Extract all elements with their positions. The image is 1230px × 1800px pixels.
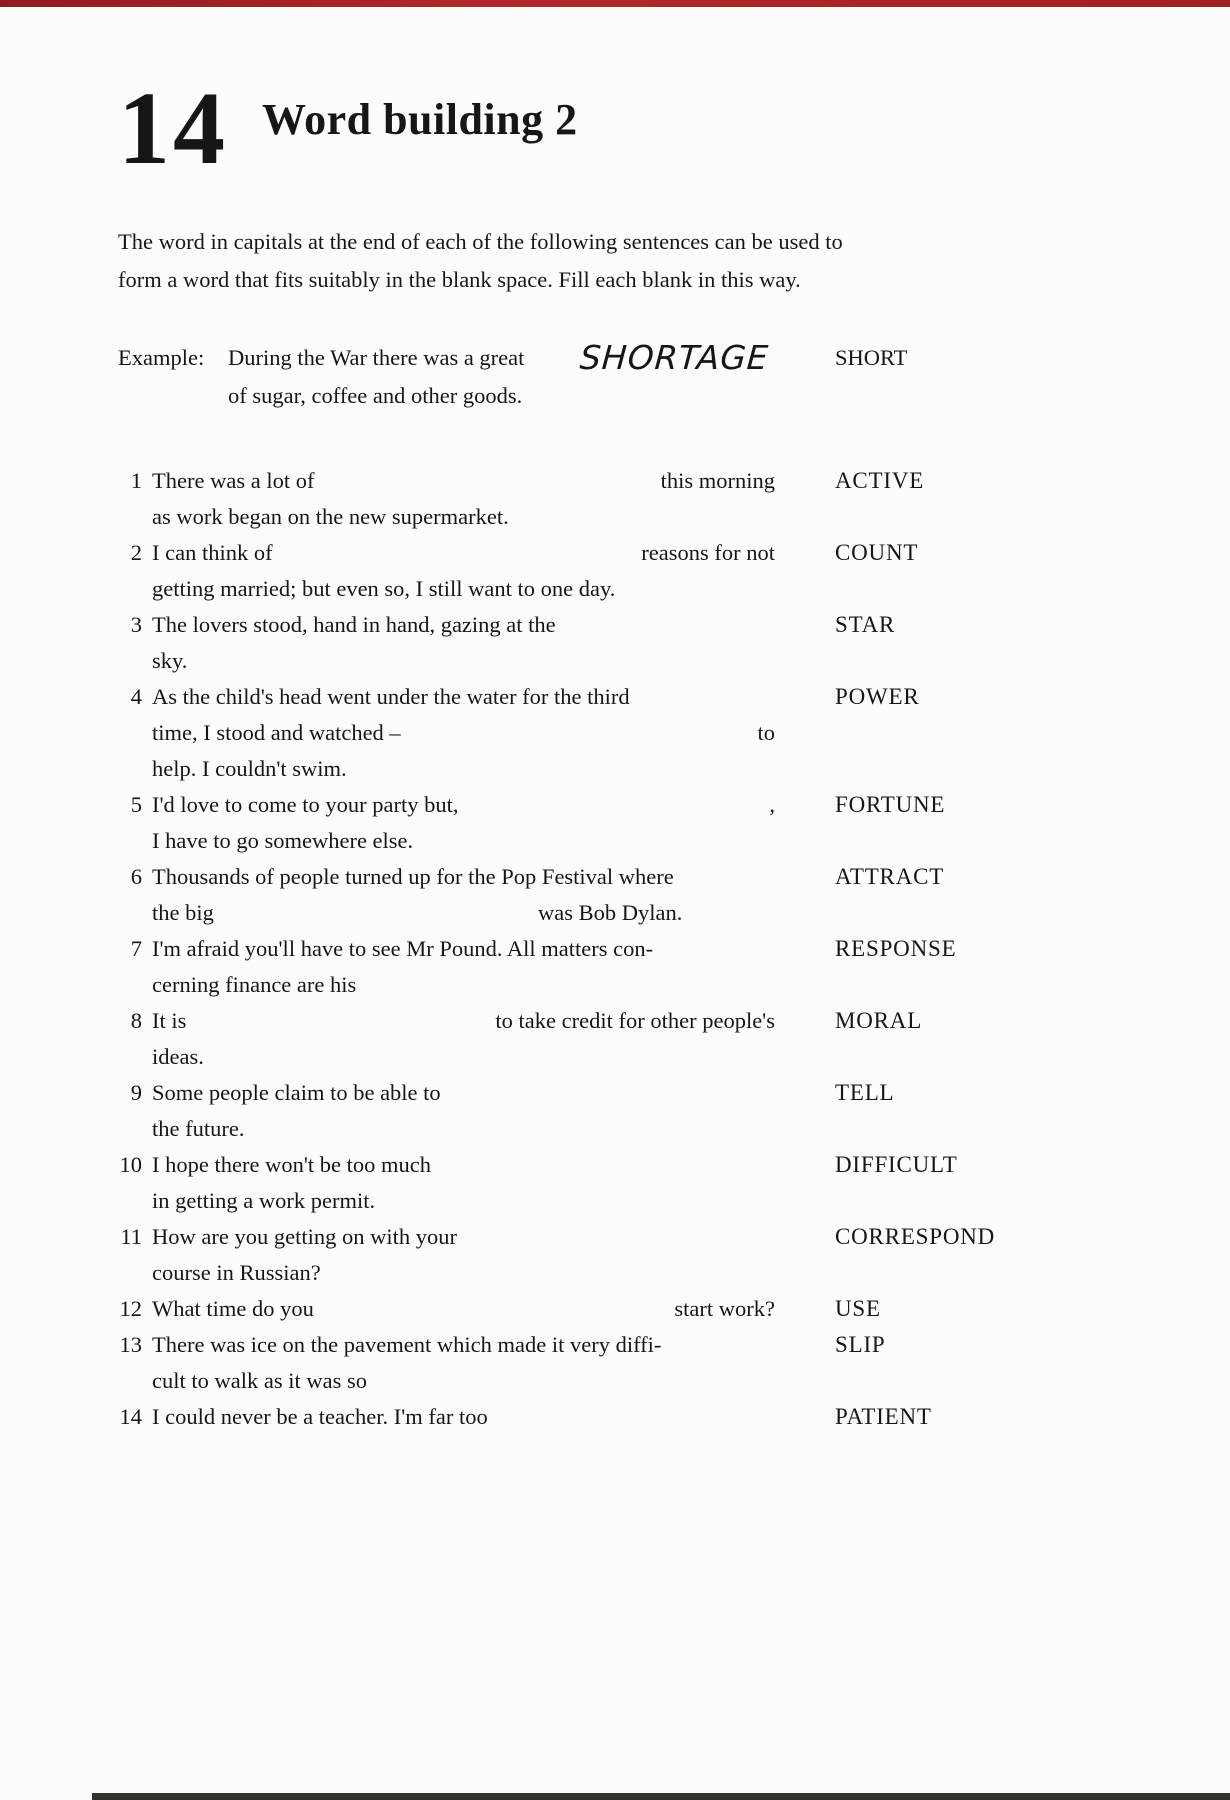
item-line	[152, 1255, 775, 1291]
item-keyword	[775, 1147, 1050, 1219]
item-keyword	[775, 1219, 1050, 1291]
page-title: Word building 2	[262, 95, 578, 144]
item-line	[152, 1219, 775, 1255]
item-text	[152, 1327, 775, 1399]
item-text	[152, 859, 775, 931]
blank-space	[356, 967, 775, 1003]
item-line-text: I can think of	[152, 539, 273, 565]
item-number: 2	[130, 539, 142, 565]
item-keyword	[775, 1291, 1050, 1327]
item-keyword-text: COUNT	[835, 539, 919, 565]
example-handwritten-answer: SHORTAGE	[578, 337, 771, 377]
exercise-item	[118, 1147, 1112, 1219]
item-line-text: ,	[769, 791, 775, 817]
item-line	[152, 931, 775, 967]
item-keyword-text: RESPONSE	[835, 935, 957, 961]
item-line	[152, 1111, 775, 1147]
exercise-item	[118, 535, 1112, 607]
blank-space	[214, 895, 538, 931]
item-number: 11	[120, 1223, 142, 1249]
item-keyword	[775, 679, 1050, 787]
scan-edge-top	[0, 0, 1230, 7]
item-line-text: was Bob Dylan.	[538, 899, 683, 925]
item-line	[152, 859, 775, 895]
item-line-text: this morning	[660, 467, 775, 493]
blank-space	[314, 463, 660, 499]
chapter-number: 14	[118, 71, 228, 186]
item-line	[152, 823, 775, 859]
item-keyword	[775, 931, 1050, 1003]
item-keyword	[775, 787, 1050, 859]
item-line	[152, 895, 775, 931]
intro-line-2: form a word that fits suitably in the blank space. Fill each blank in this way.	[118, 266, 801, 292]
item-line-text: as work began on the new supermarket.	[152, 503, 509, 529]
blank-space	[488, 1399, 775, 1435]
item-line-text: to	[757, 719, 775, 745]
item-number: 14	[119, 1403, 142, 1429]
item-line	[152, 571, 775, 607]
item-line	[152, 1147, 775, 1183]
item-number: 1	[130, 467, 142, 493]
item-line	[152, 463, 775, 499]
item-number: 5	[130, 791, 142, 817]
item-number: 10	[119, 1151, 142, 1177]
item-line-text: The lovers stood, hand in hand, gazing at the	[152, 611, 556, 637]
item-line-text: to take credit for other people's	[495, 1007, 775, 1033]
item-number: 8	[130, 1007, 142, 1033]
item-line-text: time, I stood and watched –	[152, 719, 401, 745]
item-keyword-text: PATIENT	[835, 1403, 932, 1429]
blank-space	[401, 715, 758, 751]
item-number: 7	[130, 935, 142, 961]
item-line-text: reasons for not	[641, 539, 775, 565]
item-keyword-text: STAR	[835, 611, 896, 637]
item-line-text: I'm afraid you'll have to see Mr Pound. All matters con-	[152, 935, 654, 961]
item-line-text: cult to walk as it was so	[152, 1367, 367, 1393]
item-line	[152, 1003, 775, 1039]
item-line-text: As the child's head went under the water for the third	[152, 683, 630, 709]
item-text	[152, 787, 775, 859]
item-text	[152, 607, 775, 679]
blank-space	[431, 1147, 775, 1183]
item-line-text: There was ice on the pavement which made it very diffi-	[152, 1331, 662, 1357]
item-line-text: start work?	[674, 1295, 775, 1321]
scan-edge-bottom	[92, 1793, 1230, 1800]
example-row	[118, 339, 1112, 415]
item-line	[152, 1327, 775, 1363]
item-line	[152, 751, 775, 787]
item-line	[152, 535, 775, 571]
item-text	[152, 1003, 775, 1075]
exercise-item	[118, 463, 1112, 535]
item-text	[152, 1147, 775, 1219]
item-line-text: course in Russian?	[152, 1259, 321, 1285]
exercise-item	[118, 1075, 1112, 1147]
page-header	[118, 71, 1112, 186]
item-keyword-text: USE	[835, 1295, 881, 1321]
intro-line-1: The word in capitals at the end of each of the following sentences can be used to	[118, 228, 843, 254]
item-line-text: help. I couldn't swim.	[152, 755, 347, 781]
item-text	[152, 679, 775, 787]
item-keyword	[775, 859, 1050, 931]
item-line	[152, 1363, 775, 1399]
item-line-text: What time do you	[152, 1295, 314, 1321]
item-keyword	[775, 607, 1050, 679]
blank-space	[441, 1075, 775, 1111]
exercise-item	[118, 1291, 1112, 1327]
item-keyword-text: ATTRACT	[835, 863, 945, 889]
blank-space	[273, 535, 642, 571]
blank-space	[314, 1291, 675, 1327]
blank-space	[556, 607, 775, 643]
item-line	[152, 499, 775, 535]
item-keyword-text: POWER	[835, 683, 920, 709]
item-line	[152, 1399, 775, 1435]
example-text	[228, 339, 775, 415]
item-keyword	[775, 1075, 1050, 1147]
item-line-text: It is	[152, 1007, 187, 1033]
item-line	[152, 715, 775, 751]
item-line	[152, 607, 775, 643]
item-number: 3	[130, 611, 142, 637]
exercise-item	[118, 859, 1112, 931]
example-line-2: of sugar, coffee and other goods.	[228, 382, 523, 408]
item-line-text: How are you getting on with your	[152, 1223, 457, 1249]
item-line-text: the future.	[152, 1115, 245, 1141]
item-text	[152, 463, 775, 535]
item-keyword-text: DIFFICULT	[835, 1151, 958, 1177]
item-line	[152, 1075, 775, 1111]
blank-space	[682, 895, 775, 931]
item-number: 4	[130, 683, 142, 709]
item-line-text: Some people claim to be able to	[152, 1079, 441, 1105]
exercise-item	[118, 1327, 1112, 1399]
item-number: 6	[130, 863, 142, 889]
exercise-item	[118, 679, 1112, 787]
item-line	[152, 1291, 775, 1327]
item-text	[152, 1291, 775, 1327]
item-keyword-text: ACTIVE	[835, 467, 925, 493]
item-keyword	[775, 463, 1050, 535]
item-line-text: I hope there won't be too much	[152, 1151, 431, 1177]
item-line	[152, 643, 775, 679]
example-sentence-before: During the War there was a great	[228, 344, 525, 370]
item-keyword-text: TELL	[835, 1079, 895, 1105]
exercise-item	[118, 607, 1112, 679]
exercise-item	[118, 1219, 1112, 1291]
item-line-text: cerning finance are his	[152, 971, 357, 997]
item-keyword	[775, 535, 1050, 607]
item-number: 9	[130, 1079, 142, 1105]
exercise-item	[118, 787, 1112, 859]
item-keyword-text: FORTUNE	[835, 791, 946, 817]
item-keyword	[775, 1327, 1050, 1399]
item-keyword-text: MORAL	[835, 1007, 923, 1033]
item-line-text: the big	[152, 899, 214, 925]
item-text	[152, 1219, 775, 1291]
item-line-text: I could never be a teacher. I'm far too	[152, 1403, 488, 1429]
blank-space	[457, 1219, 775, 1255]
item-line	[152, 1183, 775, 1219]
item-text	[152, 1075, 775, 1147]
item-line	[152, 679, 775, 715]
example-label: Example:	[118, 344, 205, 370]
item-line-text: I have to go somewhere else.	[152, 827, 414, 853]
exercise-item	[118, 1003, 1112, 1075]
blank-space	[459, 787, 770, 823]
item-number: 13	[119, 1331, 142, 1357]
item-number: 12	[119, 1295, 142, 1321]
item-line	[152, 967, 775, 1003]
blank-space	[186, 1003, 495, 1039]
exercise-item	[118, 1399, 1112, 1435]
item-line-text: getting married; but even so, I still want to one day.	[152, 575, 616, 601]
example-line-1	[228, 339, 775, 377]
item-line-text: Thousands of people turned up for the Pop Festival where	[152, 863, 674, 889]
item-line-text: ideas.	[152, 1043, 204, 1069]
example-keyword: SHORT	[835, 344, 908, 370]
item-line-text: I'd love to come to your party but,	[152, 791, 459, 817]
intro-text	[118, 223, 1028, 299]
item-text	[152, 931, 775, 1003]
item-keyword	[775, 1003, 1050, 1075]
exercise-item	[118, 931, 1112, 1003]
item-keyword-text: SLIP	[835, 1331, 886, 1357]
exercise-list	[118, 463, 1112, 1435]
item-line-text: There was a lot of	[152, 467, 315, 493]
item-line	[152, 787, 775, 823]
item-text	[152, 1399, 775, 1435]
blank-space	[367, 1363, 775, 1399]
item-line	[152, 1039, 775, 1075]
item-keyword-text: CORRESPOND	[835, 1223, 996, 1249]
item-line-text: sky.	[152, 647, 188, 673]
item-text	[152, 535, 775, 607]
item-line-text: in getting a work permit.	[152, 1187, 376, 1213]
item-keyword	[775, 1399, 1050, 1435]
